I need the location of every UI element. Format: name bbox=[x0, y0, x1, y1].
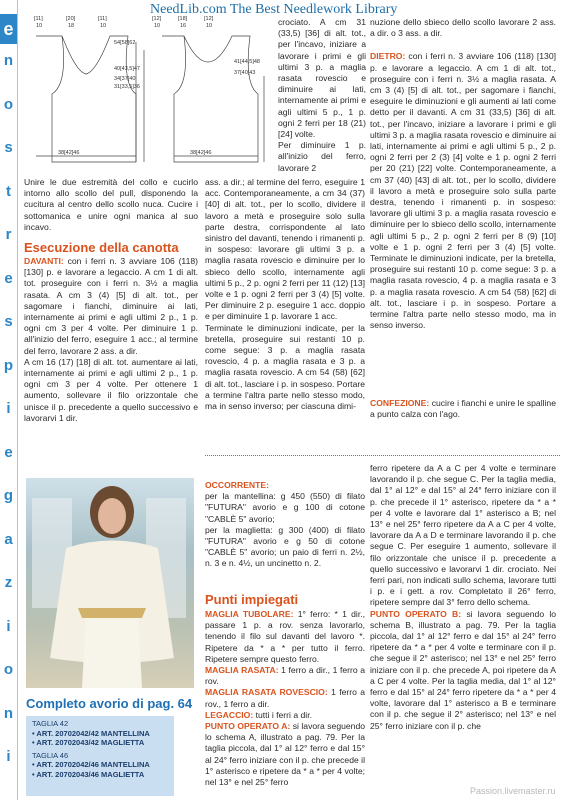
rasata-label: MAGLIA RASATA: bbox=[205, 665, 279, 676]
legaccio-text: tutti i ferri a dir. bbox=[255, 709, 312, 720]
sidebar-letter: a bbox=[4, 530, 13, 548]
occorrente-mantellina: per la mantellina: g 450 (550) di filato "FUTURA" avorio e g 100 di cotone "CABLÈ 5" avorio; bbox=[205, 491, 365, 524]
col1-intro-text: Unire le due estremità del collo e cucirlo intorno allo scollo del pull, disponendo la cucitura al centro dello scollo nuca. Cucire i sottomanica e unire ogni manica al suo incavo. bbox=[24, 177, 198, 232]
dietro-label: DIETRO: bbox=[370, 51, 406, 62]
col1-intro bbox=[24, 177, 198, 233]
caption-title: Completo avorio di pag. 64 bbox=[26, 696, 193, 711]
taglia-42-label: TAGLIA 42 bbox=[32, 719, 69, 728]
col3-bottom-text: ferro ripetere da A a C per 4 volte e terminare lavorando il p. che segue C. Per la taglia media, dal 1° al 12° e dal 15° al 24° ferro iniziare con il p. che precede il 1° asterisco, ripetere da * a * per 4 volte e lavorare dal 1° asterisco a B; nel 13° e nel 25° ferro ripetere da A a C per 4 volte, lavorare da A a D e terminare lavorando il p. che segue C. Per eseguire 1 aumento, sollevare il filo orizzontale che unisce il p. precedente a quello successivo e lavorarvi 1 dir. crociato. Nei ferri pari, non indicati sullo schema, lavorare tutti i p. e i gett. a rov. Completato il 26° ferro, ripetere sempre dal 3° ferro dello schema. bbox=[370, 463, 556, 608]
model-illustration bbox=[26, 478, 194, 688]
label-t3: [11] bbox=[98, 16, 107, 22]
col3-top-text: nuzione dello sbieco dello scollo lavorare 2 ass. a dir. o 3 ass. a dir. bbox=[370, 17, 556, 39]
sidebar-letter: o bbox=[3, 95, 14, 113]
label-right2: 37[40]43 bbox=[234, 70, 256, 76]
art-46-maglietta: • ART. 20702043/46 MAGLIETTA bbox=[32, 769, 145, 779]
label-t5: [18] bbox=[178, 16, 188, 22]
sidebar-letter: i bbox=[6, 748, 11, 766]
model-photo bbox=[26, 478, 194, 688]
col2-top bbox=[278, 17, 366, 174]
confezione bbox=[370, 398, 556, 420]
section-heading-canotta: Esecuzione della canotta bbox=[24, 240, 179, 255]
col1-davanti bbox=[24, 256, 198, 424]
label-bottom-right: 38[42]46 bbox=[190, 150, 212, 156]
label-bottom-left: 38[42]46 bbox=[58, 150, 80, 156]
sidebar-letter: i bbox=[6, 617, 11, 635]
sidebar-letter: t bbox=[6, 182, 11, 200]
label-t2: [20] bbox=[66, 16, 76, 22]
label-body2: 31[33,5]36 bbox=[114, 84, 140, 90]
label-t2b: 18 bbox=[68, 23, 75, 29]
confezione-text: cucire i fianchi e unire le spalline a punto calza con l'ago. bbox=[370, 398, 556, 420]
sidebar-letter: n bbox=[3, 52, 14, 69]
sidebar-letter: e bbox=[4, 443, 13, 461]
sidebar-letter: g bbox=[3, 487, 14, 505]
art-42-maglietta: • ART. 20702043/42 MAGLIETTA bbox=[32, 738, 145, 747]
tubolare-label: MAGLIA TUBOLARE: bbox=[205, 609, 294, 619]
label-t6b: 10 bbox=[206, 23, 213, 29]
label-t4: [12] bbox=[152, 16, 162, 22]
label-armhole: 40[43,5]47 bbox=[114, 66, 140, 72]
label-body1: 34[37]40 bbox=[114, 76, 136, 82]
punto-b-label: PUNTO OPERATO B: bbox=[370, 608, 462, 619]
sidebar-letter: s bbox=[4, 313, 13, 331]
art-42-mantellina: • ART. 20702042/42 MANTELLINA bbox=[32, 728, 150, 738]
punto-b-text: si lavora seguendo lo schema B, illustrato a pag. 79. Per la taglia piccola, dal 1° al 12° ferro e dal 15° al 24° ferro ripetere da * a * per 4 volte e terminare con il p. che segue il 2° asterisco; nel 13° e nel 25° ferro iniziare con il p. che precede A, poi ripetere da A a C per 4 volte. Per la taglia media, dal 1° al 12° ferro e dal 15° al 24° ferro ripetere da * a * per 4 volte, lavorare dal 1° asterisco a B e terminare con il p. che segue il 2° asterisco; nel 13° e nel 25° ferro iniziare con il p. che bbox=[370, 608, 557, 731]
sidebar-letter: o bbox=[3, 661, 14, 679]
davanti-text: con i ferri n. 3 avviare 106 (118) [130] p. e lavorare a legaccio. A cm 1 di alt. tot. proseguire con i ferri n. 3½ a maglia rasata. A cm 3 (4) [5] di alt. tot., per sagomare i fianchi, diminuire ai lati, internamente ai primi e agli ultimi 2 p., 1 p. ogni cm 3 per 4 volte. Per diminuire 1 p. all'inizio del ferro, eseguire 1 acc.; al termine del ferro, lavorare 2 ass. a dir. bbox=[24, 256, 198, 356]
col3-bottom bbox=[370, 463, 556, 732]
punto-a-label: PUNTO OPERATO A: bbox=[205, 721, 291, 732]
punto-a-text: si lavora seguendo lo schema A, illustrato a pag. 79. Per la taglia piccola, dal 1° al 12° ferro e dal 15° al 24° ferro iniziare con il p. che precede il 1° asterisco e ripetere da * a * per 4 volte; nel 13° e nel 25° ferro bbox=[205, 721, 365, 788]
rasata-text: 1 ferro a dir., 1 ferro a rov. bbox=[205, 665, 365, 687]
watermark: Passion.livemaster.ru bbox=[470, 786, 556, 796]
sidebar-letter: i bbox=[6, 400, 11, 418]
occorrente-maglietta: per la maglietta: g 300 (400) di filato "FUTURA" avorio e g 50 di cotone "CABLÈ 5" avorio; un paio di ferri n. 2½, n. 3 e n. 4½, un uncinetto n. 2. bbox=[205, 524, 365, 569]
sidebar-e-badge: e bbox=[0, 14, 17, 44]
sidebar-letter: n bbox=[3, 704, 14, 722]
label-t1: [11] bbox=[34, 16, 43, 22]
taglia-46-label: TAGLIA 46 bbox=[32, 750, 69, 760]
rasata-rov-label: MAGLIA RASATA ROVESCIO: bbox=[205, 687, 328, 698]
col2-main bbox=[205, 177, 365, 412]
art-46-mantellina: • ART. 20702042/46 MANTELLINA bbox=[32, 760, 150, 769]
label-t4b: 10 bbox=[154, 23, 161, 29]
col2-top-text: crociato. A cm 31 (33,5) [36] di alt. tot., per l'incavo, iniziare a lavorare i primi e gli ultimi 3 p. a maglia rasata rovescio e diminuire ai lati, internamente ai primi e agli ultimi 5 p., 1 p. ogni 2 ferri per 18 (21) [24] volte. bbox=[278, 17, 366, 140]
occorrente-label: OCCORRENTE: bbox=[205, 480, 269, 490]
col2-top-text-2: Per diminuire 1 p. all'inizio del ferro, lavorare 2 bbox=[278, 140, 366, 173]
sidebar-letters bbox=[0, 52, 17, 792]
schematic-diagram bbox=[24, 14, 274, 164]
col2-main-text: ass. a dir.; al termine del ferro, eseguire 1 acc. Contemporaneamente, a cm 34 (37) [40] di alt. tot., per lo scollo, dividere il lavoro a metà e proseguire solo sulla parte destra, corrispondente al lato sinistro del davanti, tenendo i rimanenti p. in sospeso: lavorare gli ultimi 3 p. a maglia rasata rovescio e diminuire per lo sbieco dello scollo, internamente agli ultimi 5 p., 2 p. ogni 2 ferri per 11 (12) [13] volte e 1 p. ogni 2 ferri per 3 (4) [5] volte. Per diminuire 2 p. eseguire 1 acc. doppio e per diminuire 1 p. lavorare 1 acc. bbox=[205, 177, 365, 322]
col2-main-text-2: Terminate le diminuzioni indicate, per la bretella, proseguire sui restanti 10 p. come segue: 3 p. a maglia rasata rovescio, 4 p. a maglia rasata e 3 p. a maglia rasata rovescio. A cm 54 (58) [62] di alt. tot., lasciare i p. in sospeso. Portare a termine l'altra parte nello stesso modo, ma in senso inverso; per ciascuna dimi- bbox=[205, 322, 365, 412]
label-top-width: 54[58]62 bbox=[114, 40, 136, 46]
punti-heading: Punti impiegati bbox=[205, 592, 299, 607]
sidebar-letter: e bbox=[4, 269, 13, 287]
label-t5b: 16 bbox=[180, 23, 187, 29]
davanti-label: DAVANTI: bbox=[24, 256, 64, 266]
rasata-rov-text: 1 ferro a rov., 1 ferro a dir. bbox=[205, 687, 366, 709]
sidebar-letter: r bbox=[5, 226, 12, 244]
label-right1: 41[44,5]48 bbox=[234, 59, 260, 65]
order-info-box bbox=[26, 716, 174, 796]
label-t1b: 10 bbox=[36, 23, 43, 29]
section-divider bbox=[205, 455, 560, 456]
davanti-text-2: A cm 16 (17) [18] di alt. tot. aumentare ai lati, internamente ai primi e agli ultimi 2 p., 1 p. ogni cm 3 per 4 volte. Per ottenere 1 aumento, sollevare il filo orizzontale che unisce il p. precedente a quello successivo e lavorarvi 1 dir. bbox=[24, 356, 198, 423]
tubolare-text: 1° ferro: * 1 dir., passare 1 p. a rov. senza lavorarlo, tenendo il filo sul davanti del lavoro *. Ripetere da * a * per tutto il ferro. Ripetere sempre questo ferro. bbox=[205, 609, 365, 664]
col3-top bbox=[370, 17, 556, 331]
legaccio-label: LEGACCIO: bbox=[205, 709, 254, 720]
label-t3b: 10 bbox=[100, 23, 107, 29]
occorrente-block bbox=[205, 480, 365, 570]
dietro-text: con i ferri n. 3 avviare 106 (118) [130] p. e lavorare a legaccio. A cm 1 di alt. tot., proseguire con i ferri n. 3½ a maglia rasata. A cm 3 (4) [5] di alt. tot., per sagomare i fianchi, eseguire le diminuzioni e gli aumenti ai lati come detto per il davanti. A cm 31 (33,5) [36] di alt. tot., per l'incavo, iniziare a lavorare i primi e gli ultimi 3 p. a maglia rasata rovescio e diminuire ai lati, internamente ai primi e agli ultimi 5 p., 2 p. ogni 2 ferri per 2 (3) [4] volte e 1 p. ogni 2 ferri per 20 (21) [22] volte. Contemporaneamente, a cm 37 (40) [43] di alt. tot., per lo scollo, dividere il lavoro a metà e proseguire solo sulla parte destra, tenendo i rimanenti p. in sospeso: lavorare gli ultimi 3 p. a maglia rasata rovescio e diminuire per lo sbieco dello scollo, internamente agli ultimi 5 p., 2 p. ogni 2 ferri per 8 (9) [10] volte e 1 p. ogni 2 ferri per 3 (4) [5] volte. Terminate le diminuzioni indicate, per la bretella, proseguire sui restanti 10 p. come segue: 3 p. a maglia rasata rovescio, 4 p. a maglia rasata e 3 p. a maglia rasata rovescio. A cm 54 (58) [62] di alt. tot., lasciare i p. in sospeso. Portare a termine l'altra parte nello stesso modo, ma in senso inverso. bbox=[370, 51, 556, 331]
label-t6: [12] bbox=[204, 16, 214, 22]
punti-block bbox=[205, 609, 365, 788]
sidebar-letter: z bbox=[4, 574, 13, 592]
sidebar-letter: s bbox=[4, 139, 13, 157]
confezione-label: CONFEZIONE: bbox=[370, 398, 430, 408]
sidebar-letter: p bbox=[3, 356, 14, 374]
site-title: NeedLib.com The Best Needlework Library bbox=[150, 2, 398, 17]
